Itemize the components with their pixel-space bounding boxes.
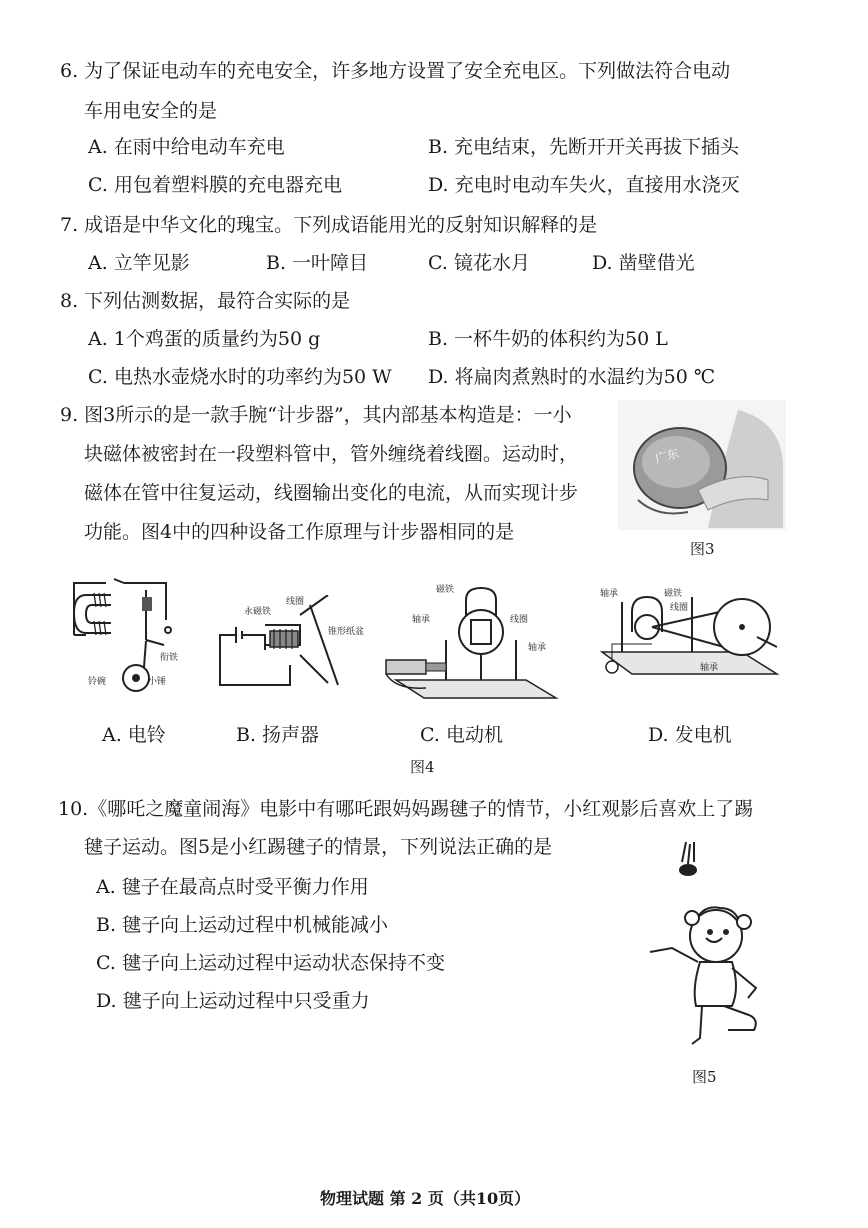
q9-stem-line4: 功能。图4中的四种设备工作原理与计步器相同的是: [84, 521, 515, 543]
fig4d-label-bearing1: 轴承: [600, 589, 619, 599]
q7-option-c: C. 镜花水月: [428, 252, 530, 274]
figure-4b-loudspeaker-diagram: [210, 595, 360, 705]
fig4a-label-hammer: 小锤: [148, 677, 167, 687]
q7-stem: 7. 成语是中华文化的瑰宝。下列成语能用光的反射知识解释的是: [60, 214, 598, 236]
fig4b-label-magnet: 永磁铁: [244, 607, 272, 617]
fig4b-label-coil: 线圈: [286, 597, 305, 607]
fig4c-label-bearing2: 轴承: [528, 643, 547, 653]
q8-option-d: D. 将扁肉煮熟时的水温约为50 ℃: [428, 366, 716, 388]
fig4-option-d: D. 发电机: [648, 724, 732, 746]
figure-3-caption: 图3: [690, 540, 715, 558]
fig4-option-a: A. 电铃: [102, 724, 166, 746]
q10-option-a: A. 毽子在最高点时受平衡力作用: [96, 876, 369, 898]
q8-option-b: B. 一杯牛奶的体积约为50 L: [428, 328, 668, 350]
q6-stem-line1: 6. 为了保证电动车的充电安全，许多地方设置了安全充电区。下列做法符合电动: [60, 60, 731, 82]
fig4c-label-bearing1: 轴承: [412, 615, 431, 625]
q6-option-d: D. 充电时电动车失火，直接用水浇灭: [428, 174, 740, 196]
q9-stem-line1: 9. 图3所示的是一款手腕“计步器”，其内部基本构造是：一小: [60, 404, 572, 426]
figure-5-caption: 图5: [692, 1068, 717, 1086]
fig4-option-c: C. 电动机: [420, 724, 503, 746]
q10-option-d: D. 毽子向上运动过程中只受重力: [96, 990, 370, 1012]
fig4b-label-cone: 锥形纸盆: [328, 627, 365, 637]
q10-stem-line1: 10.《哪吒之魔童闹海》电影中有哪吒跟妈妈踢毽子的情节，小红观影后喜欢上了踢: [58, 798, 754, 820]
figure-4a-electric-bell-diagram: [66, 575, 191, 695]
figure-4-caption: 图4: [410, 758, 435, 776]
fig4d-label-magnet: 磁铁: [664, 589, 683, 599]
fig4d-label-bearing2: 轴承: [700, 663, 719, 673]
q6-stem-line2: 车用电安全的是: [84, 100, 218, 122]
fig4c-label-magnet: 磁铁: [436, 585, 455, 595]
fig4-option-b: B. 扬声器: [236, 724, 320, 746]
q6-option-c: C. 用包着塑料膜的充电器充电: [88, 174, 342, 196]
q9-stem-line3: 磁体在管中往复运动，线圈输出变化的电流，从而实现计步: [84, 482, 579, 504]
figure-4d-generator-diagram: [592, 582, 787, 692]
q6-option-a: A. 在雨中给电动车充电: [88, 136, 285, 158]
figure-3-pedometer-photo: [618, 400, 786, 530]
q10-option-b: B. 毽子向上运动过程中机械能减小: [96, 914, 389, 936]
q9-stem-line2: 块磁体被密封在一段塑料管中，管外缠绕着线圈。运动时，: [84, 443, 579, 465]
fig4d-label-coil: 线圈: [670, 603, 689, 613]
q10-option-c: C. 毽子向上运动过程中运动状态保持不变: [96, 952, 445, 974]
fig4a-label-bell: 铃碗: [88, 677, 107, 687]
q8-stem: 8. 下列估测数据，最符合实际的是: [60, 290, 351, 312]
figure-5-girl-kicking-shuttlecock: [636, 838, 776, 1058]
svg-text:广东: 广东: [653, 446, 681, 467]
q7-option-a: A. 立竿见影: [88, 252, 190, 274]
q8-option-a: A. 1个鸡蛋的质量约为50 g: [88, 328, 321, 350]
q7-option-d: D. 凿壁借光: [592, 252, 695, 274]
fig4a-label-armature: 衔铁: [160, 653, 179, 663]
q6-option-b: B. 充电结束，先断开开关再拔下插头: [428, 136, 740, 158]
q10-stem-line2: 毽子运动。图5是小红踢毽子的情景，下列说法正确的是: [84, 836, 553, 858]
page-footer: 物理试题 第 2 页（共10页）: [320, 1189, 531, 1208]
q7-option-b: B. 一叶障目: [266, 252, 369, 274]
q8-option-c: C. 电热水壶烧水时的功率约为50 W: [88, 366, 392, 388]
fig4c-label-coil: 线圈: [510, 615, 529, 625]
